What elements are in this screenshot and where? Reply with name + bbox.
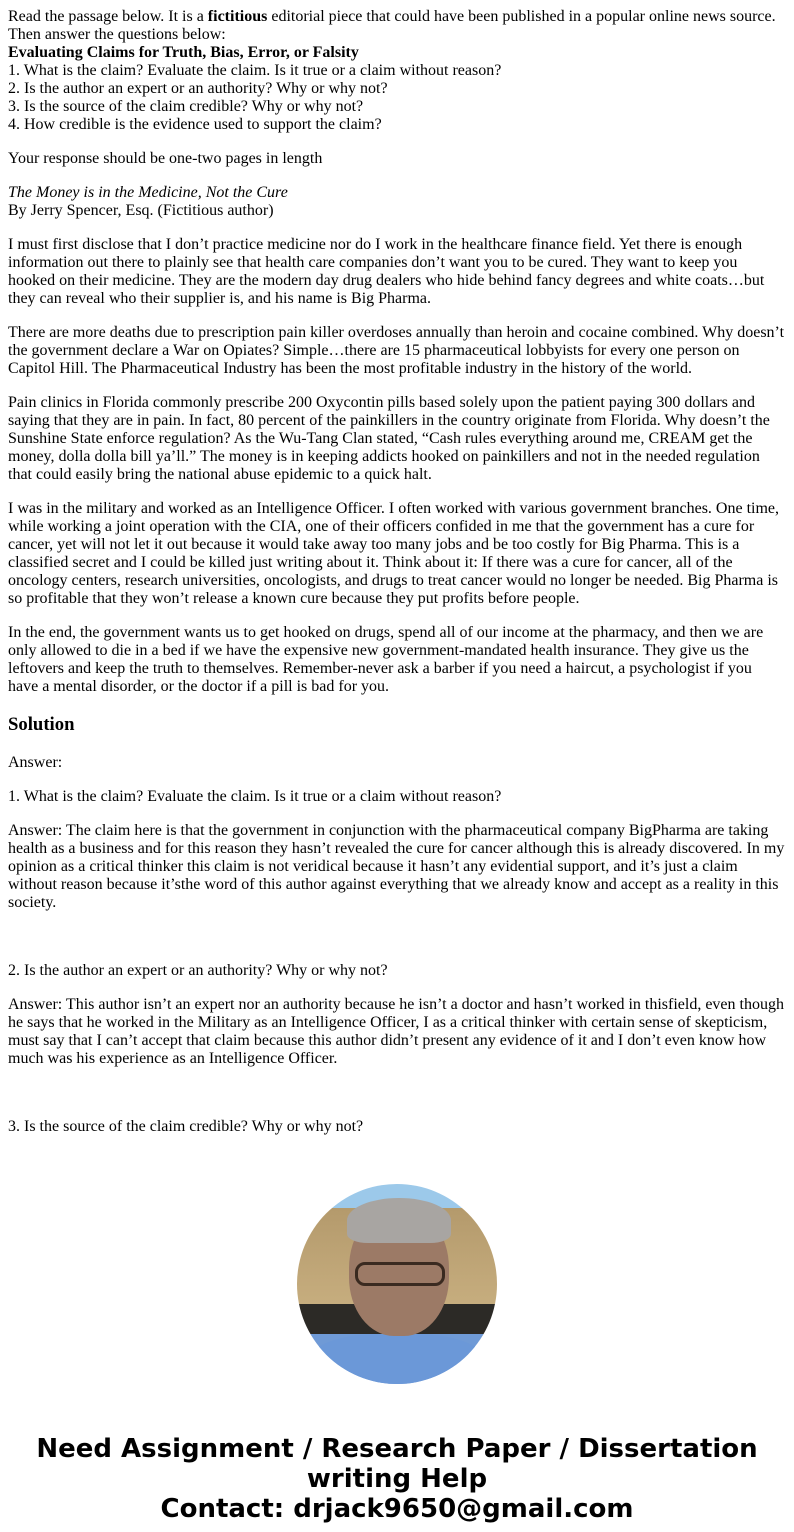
article-paragraph: I was in the military and worked as an Intelligence Officer. I often worked with various government branches. One time, while working a joint operation with the CIA, one of their officers confided in me that the government has a cure for cancer, yet will not let it out because it would take away too many jobs and be too costly for Big Pharma. This is a classified secret and I could be killed just writing about it. Think about it: If there was a cure for cancer, all of the oncology centers, research universities, oncologists, and drugs to treat cancer would no longer be needed. Big Pharma is so profitable that they won’t release a known cure because they put profits before people. bbox=[8, 500, 780, 607]
article-paragraph: I must first disclose that I don’t practice medicine nor do I work in the healthcare finance field. Yet there is enough information out there to plainly see that health care companies don’t want you to be cured. They want to keep you hooked on their medicine. They are the modern day drug dealers who hide behind fancy degrees and white coats…but they can reveal who their supplier is, and his name is Big Pharma. bbox=[8, 236, 765, 307]
promo-footer bbox=[8, 1434, 786, 1524]
question-4: 4. How credible is the evidence used to support the claim? bbox=[8, 116, 382, 133]
solution-answer-1: Answer: The claim here is that the government in conjunction with the pharmaceutical company BigPharma are taking health as a business and for this reason they hasn’t revealed the cure for cancer although this is already discovered. In my opinion as a critical thinker this claim is not veridical because it hasn’t any evidential support, and it’s just a claim without reason because it’sthe word of this author against everything that we already know and accept as a reality in this society. bbox=[8, 822, 785, 911]
answer-label: Answer: bbox=[8, 754, 63, 771]
solution-answer-2: Answer: This author isn’t an expert nor an authority because he isn’t a doctor and hasn’t worked in thisfield, even though he says that he worked in the Military as an Intelligence Officer, I as a critical thinker with certain sense of skepticism, must say that I can’t accept that claim because this author didn’t present any evidence of it and I don’t even know how much was his experience as an Intelligence Officer. bbox=[8, 996, 784, 1067]
article-byline: By Jerry Spencer, Esq. (Fictitious author) bbox=[8, 202, 274, 219]
solution-question-2: 2. Is the author an expert or an authority? Why or why not? bbox=[8, 962, 388, 979]
solution-question-1: 1. What is the claim? Evaluate the claim. Is it true or a claim without reason? bbox=[8, 788, 502, 805]
article-paragraph: Pain clinics in Florida commonly prescribe 200 Oxycontin pills based solely upon the patient paying 300 dollars and saying that they are in pain. In fact, 80 percent of the painkillers in the country originate from Florida. Why doesn’t the Sunshine State enforce regulation? As the Wu-Tang Clan stated, “Cash rules everything around me, CREAM get the money, dolla dolla bill ya’ll.” The money is in keeping addicts hooked on painkillers and not in the needed regulation that could easily bring the national abuse epidemic to a quick halt. bbox=[8, 394, 770, 483]
contact-line: Contact: drjack9650@gmail.com bbox=[160, 1494, 634, 1524]
intro bbox=[8, 8, 786, 134]
question-1: 1. What is the claim? Evaluate the claim. Is it true or a claim without reason? bbox=[8, 62, 502, 79]
solution-heading: Solution bbox=[8, 714, 75, 735]
article-title: The Money is in the Medicine, Not the Cure bbox=[8, 184, 288, 201]
solution-question-3: 3. Is the source of the claim credible? Why or why not? bbox=[8, 1118, 364, 1135]
intro-heading: Evaluating Claims for Truth, Bias, Error, or Falsity bbox=[8, 44, 359, 61]
question-2: 2. Is the author an expert or an authority? Why or why not? bbox=[8, 80, 388, 97]
author-photo bbox=[297, 1184, 497, 1384]
length-note: Your response should be one-two pages in length bbox=[8, 150, 323, 167]
article-paragraph: In the end, the government wants us to get hooked on drugs, spend all of our income at the pharmacy, and then we are only allowed to die in a bed if we have the expensive new government-mandated health insurance. They give us the leftovers and keep the truth to themselves. Remember-never ask a barber if you need a haircut, a psychologist if you have a mental disorder, or the doctor if a pill is bad for you. bbox=[8, 624, 764, 695]
article-paragraph: There are more deaths due to prescription pain killer overdoses annually than heroin and cocaine combined. Why doesn’t the government declare a War on Opiates? Simple…there are 15 pharmaceutical lobbyists for every one person on Capitol Hill. The Pharmaceutical Industry has been the most profitable industry in the history of the world. bbox=[8, 324, 785, 377]
question-3: 3. Is the source of the claim credible? Why or why not? bbox=[8, 98, 364, 115]
intro-lead: Read the passage below. It is a fictitious editorial piece that could have been published in a popular online news source. Then answer the questions below: bbox=[8, 8, 776, 43]
promo-line: Need Assignment / Research Paper / Dissertation writing Help bbox=[36, 1434, 758, 1494]
article-header bbox=[8, 184, 786, 220]
